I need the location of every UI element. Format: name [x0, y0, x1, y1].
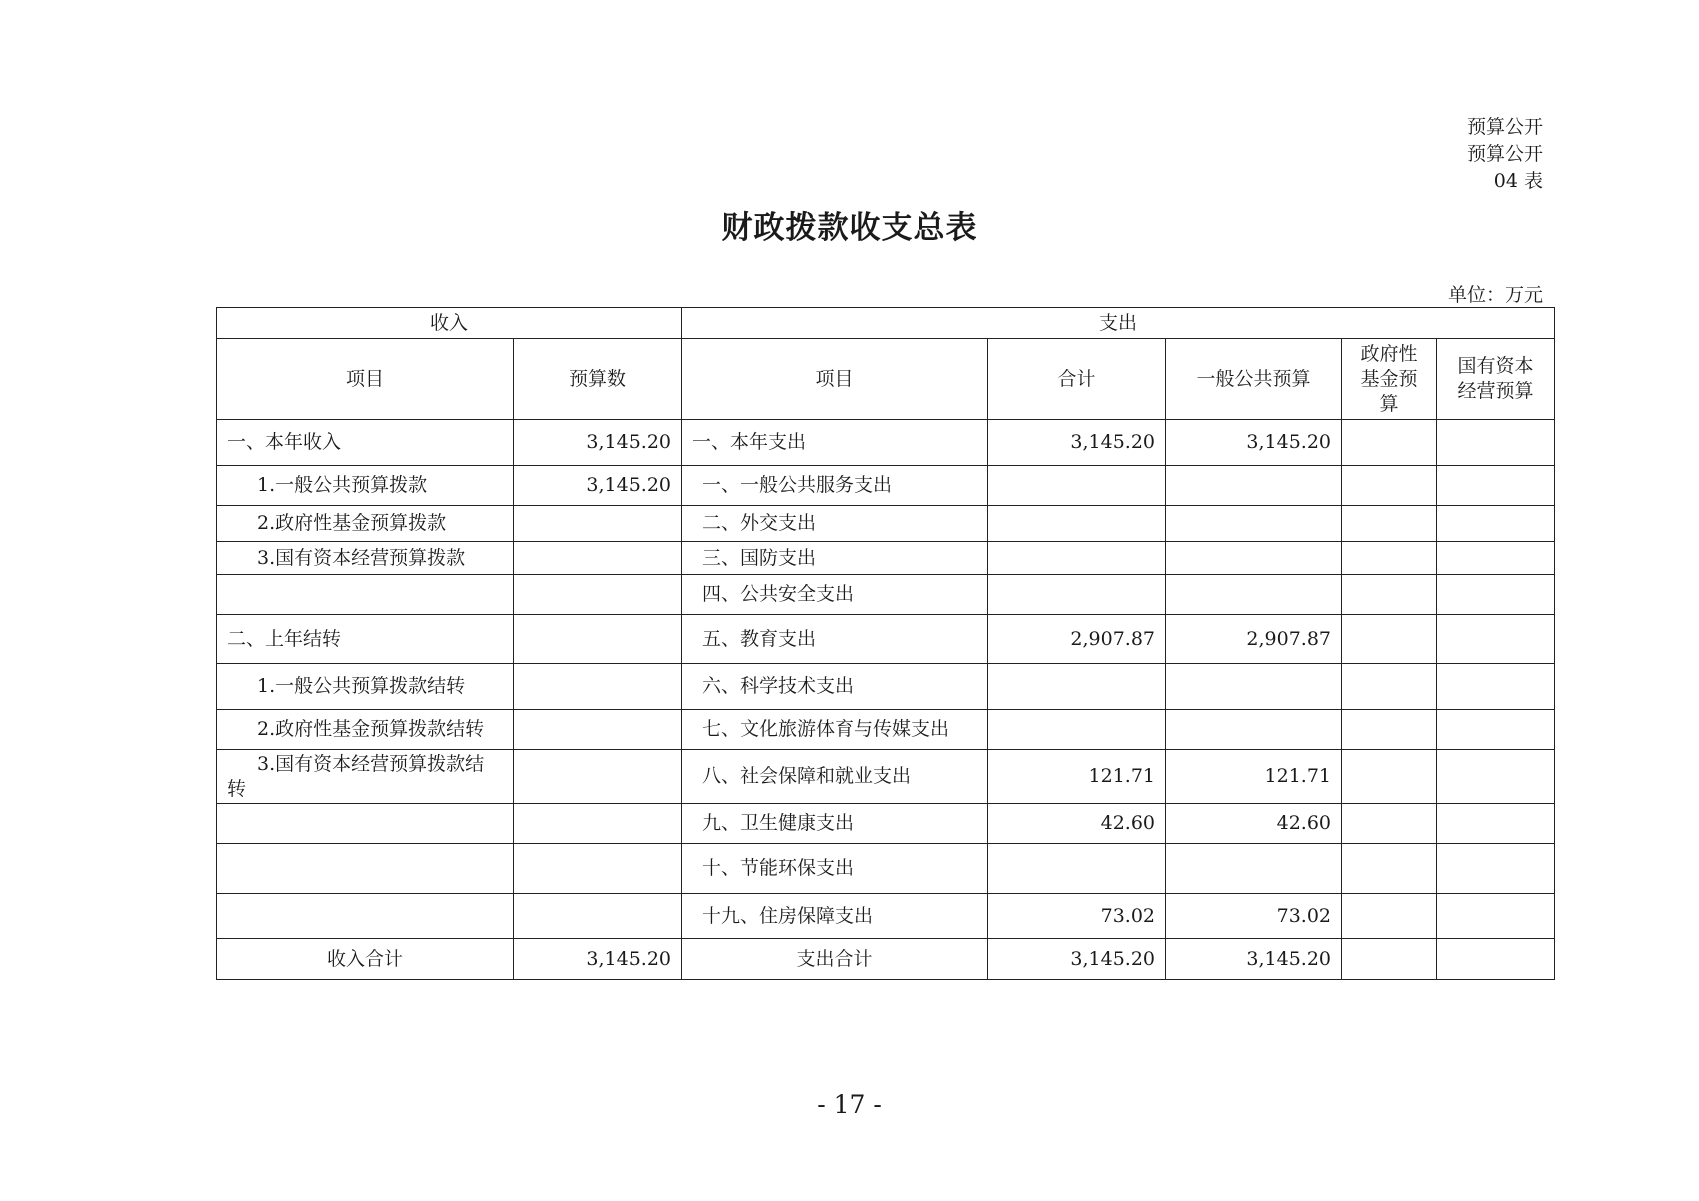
- expense-gov-fund: [1342, 894, 1437, 939]
- expense-item: 六、科学技术支出: [682, 664, 988, 710]
- expense-gov-fund: [1342, 615, 1437, 664]
- expense-total: 121.71: [988, 750, 1166, 804]
- income-item: 3.国有资本经营预算拨款结转: [217, 750, 514, 804]
- income-budget: [514, 506, 682, 542]
- income-item: 3.国有资本经营预算拨款: [217, 542, 514, 575]
- expense-total: [988, 506, 1166, 542]
- expense-item: 十、节能环保支出: [682, 844, 988, 894]
- expense-gov-fund: [1342, 750, 1437, 804]
- income-total-value: 3,145.20: [514, 939, 682, 980]
- expense-state-capital: [1437, 750, 1555, 804]
- income-total-label: 收入合计: [217, 939, 514, 980]
- income-budget: [514, 844, 682, 894]
- expense-state-capital: [1437, 420, 1555, 466]
- expense-gov-fund: [1342, 664, 1437, 710]
- expense-total: [988, 466, 1166, 506]
- income-budget: [514, 664, 682, 710]
- expense-state-capital: [1437, 894, 1555, 939]
- expense-gov-fund: [1342, 844, 1437, 894]
- expense-state-capital: [1437, 466, 1555, 506]
- table-row: [217, 804, 1555, 844]
- income-group-header: 收入: [217, 308, 682, 339]
- expense-item: 九、卫生健康支出: [682, 804, 988, 844]
- income-budget: [514, 894, 682, 939]
- expense-gov-fund: [1342, 506, 1437, 542]
- table-row: [217, 710, 1555, 750]
- income-budget: [514, 615, 682, 664]
- expense-general-total: 3,145.20: [1166, 939, 1342, 980]
- expense-item: 一、本年支出: [682, 420, 988, 466]
- expense-state-capital: [1437, 664, 1555, 710]
- expense-state-capital: [1437, 710, 1555, 750]
- table-row: [217, 506, 1555, 542]
- expense-item: 二、外交支出: [682, 506, 988, 542]
- expense-total: 42.60: [988, 804, 1166, 844]
- income-budget: 3,145.20: [514, 466, 682, 506]
- table-row: [217, 615, 1555, 664]
- expense-general: [1166, 710, 1342, 750]
- income-budget: [514, 804, 682, 844]
- col-gov-fund-budget: 政府性基金预算: [1342, 339, 1437, 420]
- header-line-2: 预算公开: [1466, 143, 1543, 165]
- col-income-budget: 预算数: [514, 339, 682, 420]
- expense-gov-fund: [1342, 542, 1437, 575]
- income-item: 2.政府性基金预算拨款: [217, 506, 514, 542]
- total-row: [217, 939, 1555, 980]
- expense-state-capital: [1437, 542, 1555, 575]
- income-budget: [514, 575, 682, 615]
- page-title: 财政拨款收支总表: [721, 210, 978, 246]
- table-row: [217, 420, 1555, 466]
- expense-group-header: 支出: [682, 308, 1555, 339]
- table-row: [217, 664, 1555, 710]
- expense-state-capital: [1437, 575, 1555, 615]
- expense-total: [988, 710, 1166, 750]
- income-item: [217, 894, 514, 939]
- expense-general: 2,907.87: [1166, 615, 1342, 664]
- expense-total-value: 3,145.20: [988, 939, 1166, 980]
- expense-item: 七、文化旅游体育与传媒支出: [682, 710, 988, 750]
- column-header-row: [217, 339, 1555, 420]
- income-budget: 3,145.20: [514, 420, 682, 466]
- budget-table: [216, 307, 1555, 980]
- header-line-1: 预算公开: [1466, 116, 1543, 138]
- income-budget: [514, 750, 682, 804]
- income-item: 1.一般公共预算拨款: [217, 466, 514, 506]
- expense-gov-fund: [1342, 710, 1437, 750]
- expense-item: 四、公共安全支出: [682, 575, 988, 615]
- expense-item: 一、一般公共服务支出: [682, 466, 988, 506]
- col-general-budget: 一般公共预算: [1166, 339, 1342, 420]
- income-item: [217, 844, 514, 894]
- expense-general: 121.71: [1166, 750, 1342, 804]
- income-item: [217, 575, 514, 615]
- expense-general: [1166, 844, 1342, 894]
- expense-total-label: 支出合计: [682, 939, 988, 980]
- expense-gov-fund: [1342, 466, 1437, 506]
- expense-state-capital: [1437, 844, 1555, 894]
- expense-general: 42.60: [1166, 804, 1342, 844]
- expense-total: 2,907.87: [988, 615, 1166, 664]
- table-row: [217, 844, 1555, 894]
- income-item: 一、本年收入: [217, 420, 514, 466]
- table-row: [217, 575, 1555, 615]
- expense-state-capital: [1437, 804, 1555, 844]
- expense-total: [988, 575, 1166, 615]
- table-row: [217, 466, 1555, 506]
- expense-state-capital: [1437, 506, 1555, 542]
- header-notes: [1467, 114, 1543, 195]
- expense-gov-fund-total: [1342, 939, 1437, 980]
- expense-item: 五、教育支出: [682, 615, 988, 664]
- income-item: 二、上年结转: [217, 615, 514, 664]
- expense-total: 3,145.20: [988, 420, 1166, 466]
- expense-item: 十九、住房保障支出: [682, 894, 988, 939]
- col-income-item: 项目: [217, 339, 514, 420]
- income-budget: [514, 710, 682, 750]
- table-row: [217, 894, 1555, 939]
- expense-general: 73.02: [1166, 894, 1342, 939]
- expense-total: 73.02: [988, 894, 1166, 939]
- income-item: [217, 804, 514, 844]
- expense-gov-fund: [1342, 420, 1437, 466]
- expense-general: [1166, 466, 1342, 506]
- col-state-capital-budget: 国有资本经营预算: [1437, 339, 1555, 420]
- table-number: 04 表: [1493, 170, 1543, 192]
- expense-gov-fund: [1342, 575, 1437, 615]
- expense-state-capital: [1437, 615, 1555, 664]
- expense-gov-fund: [1342, 804, 1437, 844]
- page-number: - 17 -: [817, 1090, 882, 1119]
- table-row: [217, 542, 1555, 575]
- expense-total: [988, 664, 1166, 710]
- income-item: 1.一般公共预算拨款结转: [217, 664, 514, 710]
- col-expense-item: 项目: [682, 339, 988, 420]
- col-total: 合计: [988, 339, 1166, 420]
- unit-label: 单位：万元: [1447, 284, 1543, 306]
- expense-total: [988, 844, 1166, 894]
- income-budget: [514, 542, 682, 575]
- expense-general: [1166, 575, 1342, 615]
- expense-item: 八、社会保障和就业支出: [682, 750, 988, 804]
- expense-general: [1166, 506, 1342, 542]
- income-item: 2.政府性基金预算拨款结转: [217, 710, 514, 750]
- expense-state-capital-total: [1437, 939, 1555, 980]
- group-header-row: [217, 308, 1555, 339]
- expense-general: 3,145.20: [1166, 420, 1342, 466]
- expense-item: 三、国防支出: [682, 542, 988, 575]
- expense-total: [988, 542, 1166, 575]
- expense-general: [1166, 664, 1342, 710]
- expense-general: [1166, 542, 1342, 575]
- table-row: [217, 750, 1555, 804]
